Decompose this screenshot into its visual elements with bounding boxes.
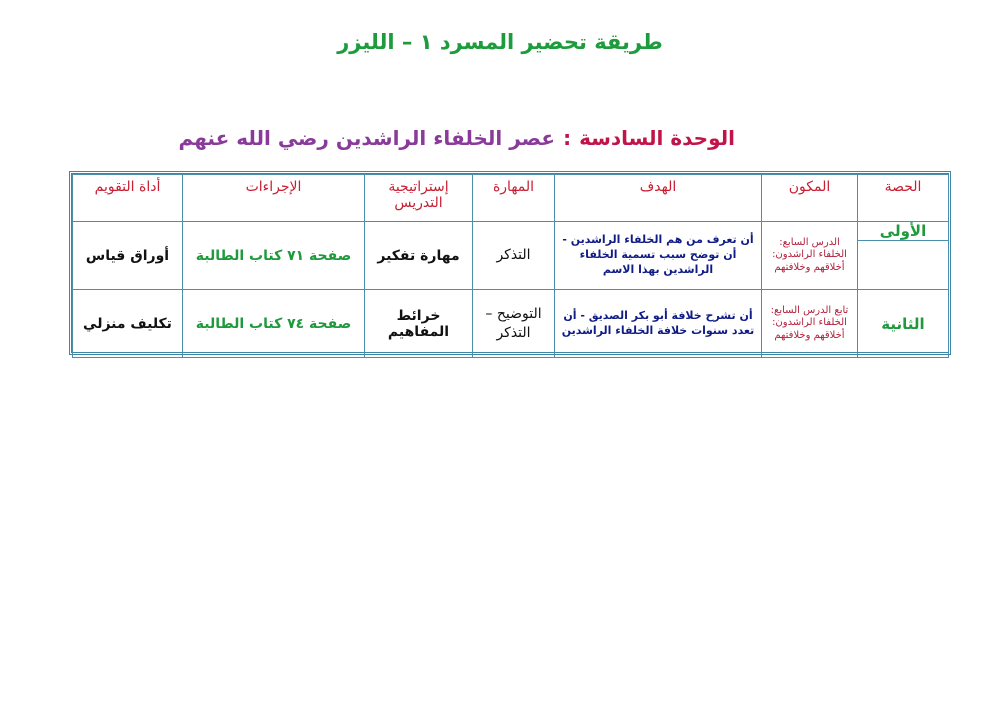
header-period: الحصة — [858, 175, 949, 222]
header-goal: الهدف — [555, 175, 762, 222]
header-strategy: إستراتيجية التدريس — [365, 175, 473, 222]
assessment-cell: أوراق قياس — [73, 222, 183, 290]
table-header-row — [73, 175, 949, 222]
skill-cell: التذكر — [473, 222, 555, 290]
unit-colon: : — [563, 126, 572, 150]
table-row — [73, 290, 949, 358]
procedures-cell: صفحة ٧١ كتاب الطالبة — [183, 222, 365, 290]
period-label: الأولى — [858, 222, 948, 241]
procedures-cell: صفحة ٧٤ كتاب الطالبة — [183, 290, 365, 358]
skill-cell: التوضيح – التذكر — [473, 290, 555, 358]
header-procedures: الإجراءات — [183, 175, 365, 222]
goal-cell: أن تعرف من هم الخلفاء الراشدين - أن توضح سبب تسمية الخلفاء الراشدين بهذا الاسم — [555, 222, 762, 290]
unit-heading — [179, 126, 735, 150]
unit-label: الوحدة السادسة — [579, 126, 735, 150]
header-component: المكون — [762, 175, 858, 222]
period-cell — [858, 222, 949, 290]
lesson-plan-table-frame — [69, 171, 951, 355]
goal-cell: أن تشرح خلافة أبو بكر الصديق - أن تعدد سنوات خلافة الخلفاء الراشدين — [555, 290, 762, 358]
header-assessment: أداة التقويم — [73, 175, 183, 222]
table-row — [73, 222, 949, 290]
header-skill: المهارة — [473, 175, 555, 222]
strategy-cell: خرائط المفاهيم — [365, 290, 473, 358]
component-cell: تابع الدرس السابع: الخلفاء الراشدون: أخلاقهم وخلافتهم — [762, 290, 858, 358]
page-title: طريقة تحضير المسرد ١ – الليزر — [337, 30, 663, 54]
unit-name: عصر الخلفاء الراشدين رضي الله عنهم — [178, 126, 556, 150]
strategy-cell: مهارة تفكير — [365, 222, 473, 290]
assessment-cell: تكليف منزلي — [73, 290, 183, 358]
component-cell: الدرس السابع: الخلفاء الراشدون: أخلاقهم وخلافتهم — [762, 222, 858, 290]
lesson-plan-table — [72, 174, 949, 358]
period-cell: الثانية — [858, 290, 949, 358]
